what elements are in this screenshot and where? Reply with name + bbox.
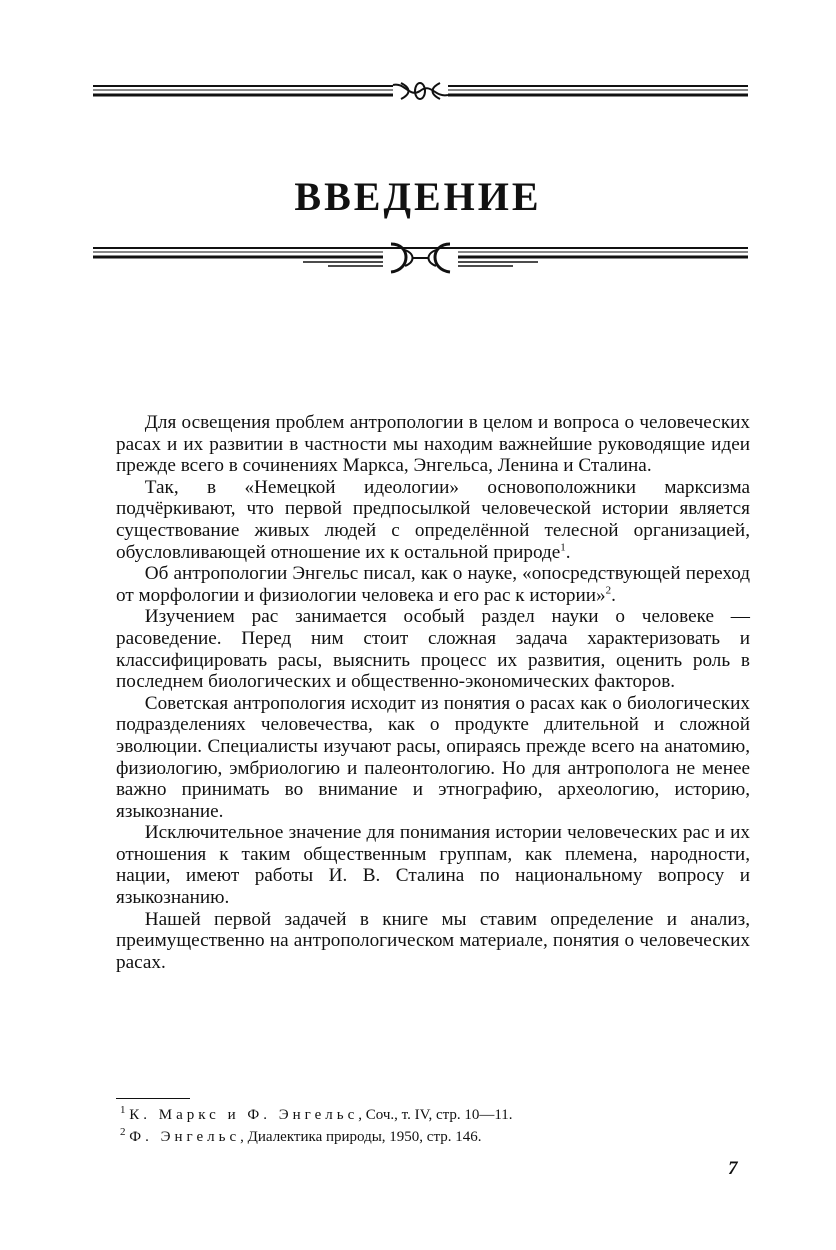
paragraph-text: Исключительное значение для понимания истории человеческих рас и их отношения к таким общественным группам, как племена, народности, нации, имеют работы И. В. Сталина по национальному вопросу и языкознанию. — [116, 822, 750, 909]
page-number: 7 — [728, 1158, 738, 1179]
footnote-ref: 1 — [560, 541, 566, 554]
paragraph-3 — [116, 563, 750, 606]
paragraph-text: Изучением рас занимается особый раздел науки о человеке — расоведение. Перед ним стоит сложная задача характеризовать и классифицировать расы, выяснить процесс их развития, оценить роль в последнем биологических и общественно-экономических факторов. — [116, 606, 750, 693]
paragraph-1 — [116, 412, 750, 477]
top-ornament-rule — [93, 80, 748, 102]
paragraph-6 — [116, 822, 750, 908]
chapter-title: ВВЕДЕНИЕ — [294, 173, 542, 219]
paragraph-4 — [116, 606, 750, 692]
footnote-author: Ф. Энгельс — [129, 1129, 241, 1145]
paragraph-text: Об антропологии Энгельс писал, как о науке, «опосредствующей переход от морфологии и физиологии человека и его рас к истории» — [116, 563, 750, 606]
body-text — [116, 412, 750, 973]
footnote-mark: 2 — [120, 1126, 126, 1138]
footnote-source: , Диалектика природы, 1950, стр. 146. — [240, 1129, 482, 1145]
footnote-ref: 2 — [605, 584, 612, 597]
paragraph-7 — [116, 909, 750, 974]
paragraph-5 — [116, 693, 750, 823]
paragraph-text: Для освещения проблем антропологии в целом и вопроса о человеческих расах и их развитии в частности мы находим важнейшие руководящие идеи прежде всего в сочинениях Маркса, Энгельса, Ленина и Сталина. — [116, 412, 750, 477]
footnote-mark: 1 — [120, 1104, 126, 1116]
footnotes — [120, 1104, 740, 1148]
footnote-separator — [116, 1098, 190, 1099]
paragraph-2 — [116, 477, 750, 563]
footnote-source: , Соч., т. IV, стр. 10—11. — [358, 1107, 513, 1123]
paragraph-text: Нашей первой задачей в книге мы ставим определение и анализ, преимущественно на антропологическом материале, понятия о человеческих расах. — [116, 908, 750, 973]
footnote-1 — [120, 1104, 740, 1126]
footnote-2 — [120, 1126, 740, 1148]
paragraph-tail: . — [565, 541, 571, 563]
paragraph-text: Советская антропология исходит из понятия о расах как о биологических подразделениях человечества, как о продукте длительной и сложной эволюции. Специалисты изучают расы, опираясь прежде всего на анатомию, физиологию, эмбриологию и палеонтологию. Но для антрополога не менее важно принимать во внимание и этнографию, археологию, историю, языкознание. — [116, 692, 750, 822]
paragraph-tail: . — [611, 584, 616, 606]
bottom-ornament-rule — [93, 238, 748, 278]
paragraph-text: Так, в «Немецкой идеологии» основоположники марксизма подчёркивают, что первой предпосылкой человеческой истории является существование живых людей с определённой телесной организацией, обусловливающей отношение их к остальной природе — [116, 476, 750, 563]
footnote-author: К. Маркс и Ф. Энгельс — [129, 1107, 359, 1123]
